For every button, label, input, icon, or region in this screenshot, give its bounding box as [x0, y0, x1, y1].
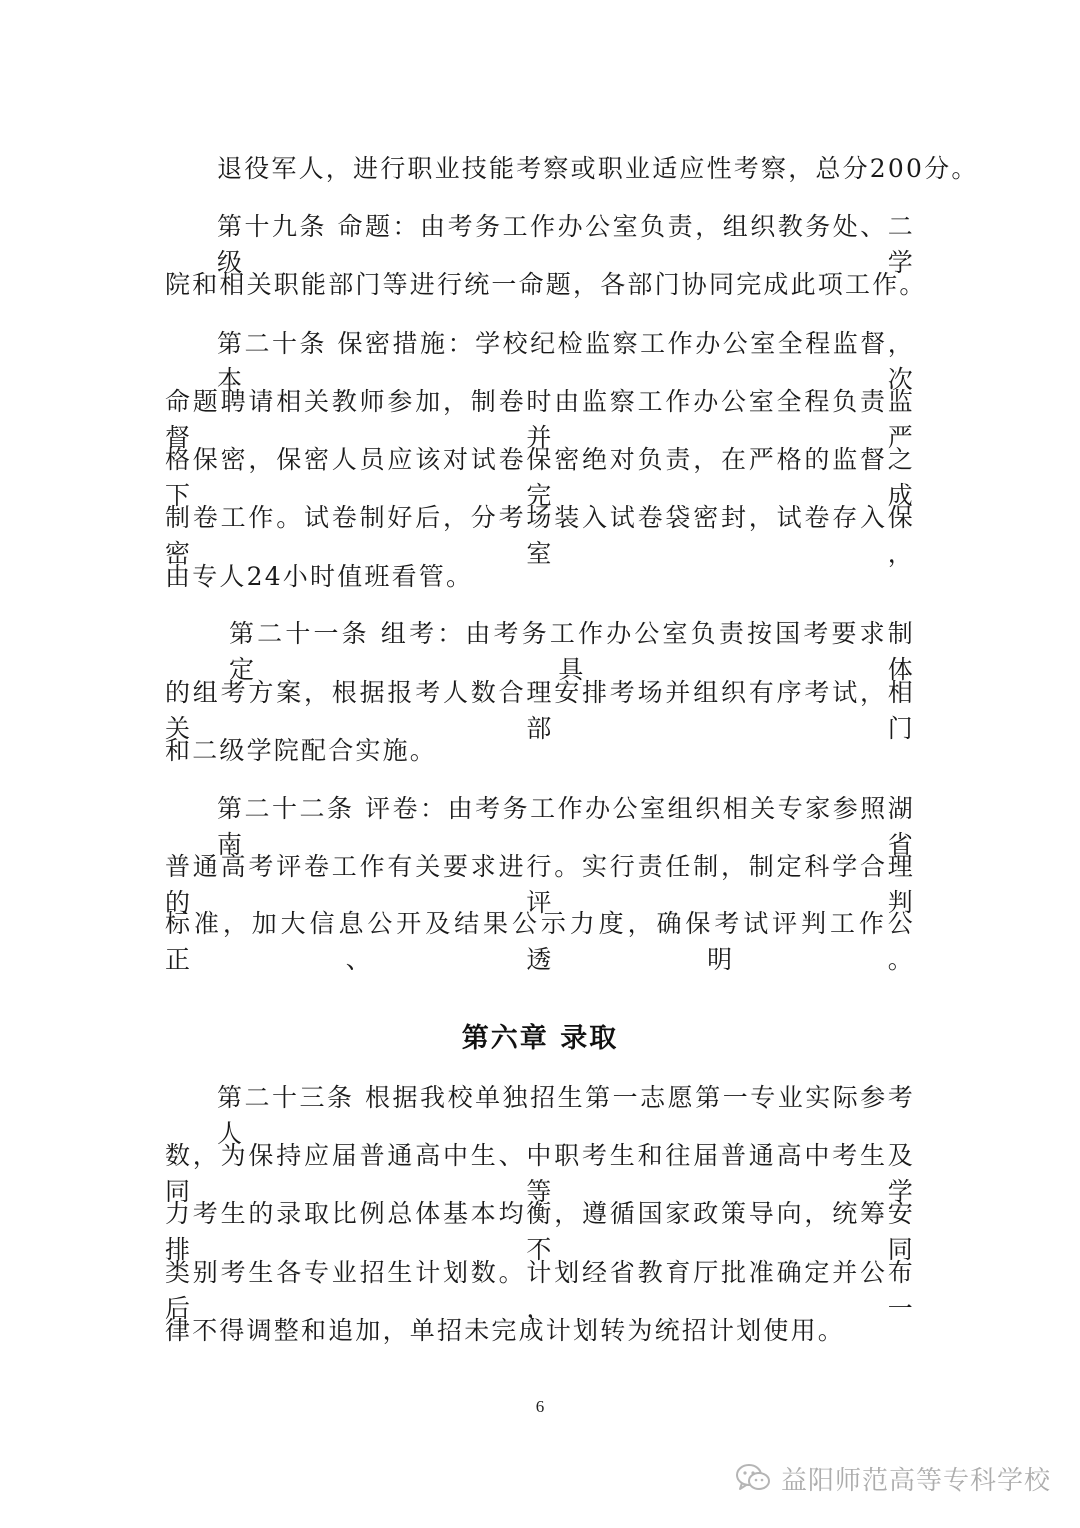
body-line: 第二十条 保密措施：学校纪检监察工作办公室全程监督，本次 [217, 329, 915, 394]
body-line: 命题聘请相关教师参加，制卷时由监察工作办公室全程负责监督并严 [165, 387, 915, 452]
body-line: 第二十二条 评卷：由考务工作办公室组织相关专家参照湖南省 [217, 794, 915, 859]
body-line: 由专人24小时值班看管。 [165, 562, 474, 591]
body-line: 普通高考评卷工作有关要求进行。实行责任制，制定科学合理的评判 [165, 852, 915, 917]
body-line: 格保密，保密人员应该对试卷保密绝对负责，在严格的监督之下完成 [165, 445, 915, 510]
body-line: 的组考方案，根据报考人数合理安排考场并组织有序考试，相关部门 [165, 678, 915, 743]
chapter-title: 第六章 录取 [461, 1023, 619, 1054]
chapter-line: 第二十三条 根据我校单独招生第一志愿第一专业实际参考人 [217, 1083, 915, 1148]
body-line: 第十九条 命题：由考务工作办公室负责，组织教务处、二级学 [217, 212, 915, 277]
chapter-line: 律不得调整和追加，单招未完成计划转为统招计划使用。 [165, 1316, 846, 1345]
page-number: 6 [535, 1397, 545, 1416]
body-line: 和二级学院配合实施。 [165, 736, 438, 765]
wechat-icon [735, 1462, 771, 1494]
body-line: 制卷工作。试卷制好后，分考场装入试卷袋密封，试卷存入保密室， [165, 503, 915, 568]
chapter-line: 类别考生各专业招生计划数。计划经省教育厅批准确定并公布后，一 [165, 1258, 915, 1323]
chapter-line: 力考生的录取比例总体基本均衡，遵循国家政策导向，统筹安排不同 [165, 1199, 915, 1264]
body-line: 院和相关职能部门等进行统一命题，各部门协同完成此项工作。 [165, 270, 927, 299]
body-line: 退役军人，进行职业技能考察或职业适应性考察，总分200分。 [217, 154, 979, 183]
watermark-text: 益阳师范高等专科学校 [781, 1465, 1052, 1496]
body-line: 标准，加大信息公开及结果公示力度，确保考试评判工作公正、透明。 [165, 909, 915, 974]
chapter-line: 数，为保持应届普通高中生、中职考生和往届普通高中考生及同等学 [165, 1141, 915, 1206]
body-line: 第二十一条 组考：由考务工作办公室负责按国考要求制定具体 [229, 619, 915, 684]
watermark [735, 1458, 1051, 1498]
